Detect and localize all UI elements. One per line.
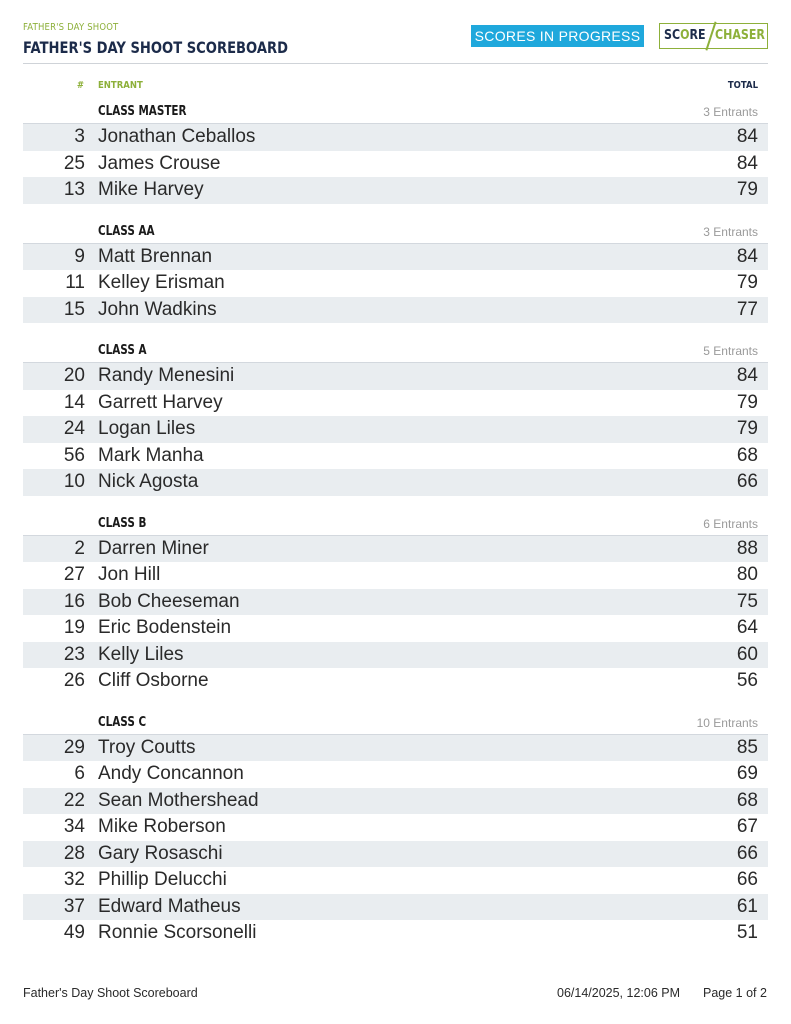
entrant-number: 11 <box>65 272 85 293</box>
entrant-total: 84 <box>736 152 758 174</box>
table-row <box>23 867 768 894</box>
entrant-name: Jon Hill <box>98 564 161 585</box>
entrant-number: 37 <box>63 895 85 917</box>
table-row <box>23 363 768 390</box>
entrant-name: Ronnie Scorsonelli <box>98 922 257 943</box>
class-section <box>23 96 768 216</box>
entrant-name: Kelley Erisman <box>98 272 225 293</box>
entrant-name: Matt Brennan <box>98 245 213 267</box>
class-entrant-count: 3 Entrants <box>703 224 758 239</box>
table-row <box>23 390 768 417</box>
entrant-number: 19 <box>63 617 85 638</box>
entrant-total: 68 <box>736 444 758 466</box>
class-entrant-count: 6 Entrants <box>703 516 758 531</box>
entrant-total: 84 <box>736 365 758 386</box>
table-row <box>23 841 768 868</box>
report-header <box>23 22 768 64</box>
class-entrant-count: 3 Entrants <box>703 105 758 119</box>
table-row <box>23 735 768 762</box>
entrant-name: Jonathan Ceballos <box>98 126 256 147</box>
entrant-total: 79 <box>736 391 758 413</box>
table-row <box>23 788 768 815</box>
class-header <box>23 707 768 735</box>
entrant-number: 14 <box>63 391 85 413</box>
entrant-name: Garrett Harvey <box>98 391 223 413</box>
entrant-name: Logan Liles <box>98 418 196 439</box>
entrant-name: Troy Coutts <box>98 736 196 758</box>
table-row <box>23 668 768 695</box>
event-subtitle: FATHER'S DAY SHOOT <box>23 22 119 33</box>
entrant-total: 66 <box>736 471 758 492</box>
entrant-number: 16 <box>63 590 85 612</box>
entrant-total: 75 <box>736 590 758 612</box>
entrant-total: 69 <box>736 763 758 784</box>
class-header <box>23 96 768 124</box>
entrant-total: 64 <box>736 617 758 638</box>
table-row <box>23 894 768 921</box>
entrant-name: Edward Matheus <box>98 895 241 917</box>
section-spacer <box>23 695 768 707</box>
footer-datetime: 06/14/2025, 12:06 PM <box>557 986 681 1000</box>
section-spacer <box>23 323 768 335</box>
table-row <box>23 615 768 642</box>
class-section <box>23 707 768 947</box>
class-name: CLASS B <box>98 515 147 531</box>
table-row <box>23 177 768 204</box>
entrant-number: 24 <box>63 418 85 439</box>
entrant-total: 79 <box>736 418 758 439</box>
entrant-name: Bob Cheeseman <box>98 590 240 612</box>
class-section <box>23 335 768 508</box>
scoreboard-table <box>23 96 768 947</box>
entrant-name: Darren Miner <box>98 537 209 559</box>
entrant-total: 84 <box>736 126 758 147</box>
class-name: CLASS MASTER <box>98 104 187 119</box>
entrant-total: 84 <box>736 245 758 267</box>
entrant-number: 32 <box>63 869 85 890</box>
table-row <box>23 536 768 563</box>
table-row <box>23 297 768 324</box>
class-entrant-count: 10 Entrants <box>696 715 758 730</box>
entrant-number: 15 <box>63 298 85 320</box>
table-row <box>23 270 768 297</box>
logo-text-score: SCORE <box>664 28 706 43</box>
entrant-total: 66 <box>736 842 758 864</box>
table-row <box>23 642 768 669</box>
entrant-total: 68 <box>736 789 758 811</box>
footer-page-number: Page 1 of 2 <box>703 986 767 1000</box>
entrant-name: James Crouse <box>98 152 221 174</box>
entrant-number: 6 <box>74 763 85 784</box>
entrant-number: 13 <box>63 179 85 200</box>
entrant-name: Mike Roberson <box>98 816 226 837</box>
class-name: CLASS A <box>98 343 147 358</box>
entrant-number: 9 <box>74 245 85 267</box>
status-badge: SCORES IN PROGRESS <box>471 25 644 47</box>
entrant-name: Mike Harvey <box>98 179 204 200</box>
entrant-total: 60 <box>736 643 758 665</box>
class-name: CLASS AA <box>98 223 155 239</box>
entrant-name: Mark Manha <box>98 444 204 466</box>
entrant-total: 56 <box>736 670 758 691</box>
entrant-number: 29 <box>63 736 85 758</box>
entrant-total: 79 <box>736 272 758 293</box>
class-section <box>23 508 768 707</box>
table-row <box>23 469 768 496</box>
class-entrant-count: 5 Entrants <box>703 344 758 358</box>
column-header-total: TOTAL <box>727 80 758 91</box>
table-row <box>23 761 768 788</box>
entrant-name: Sean Mothershead <box>98 789 259 811</box>
entrant-number: 23 <box>63 643 85 665</box>
table-row <box>23 814 768 841</box>
table-row <box>23 416 768 443</box>
entrant-total: 79 <box>736 179 758 200</box>
entrant-total: 77 <box>736 298 758 320</box>
table-row <box>23 244 768 271</box>
entrant-total: 61 <box>736 895 758 917</box>
entrant-name: Cliff Osborne <box>98 670 209 691</box>
table-row <box>23 443 768 470</box>
entrant-number: 3 <box>74 126 85 147</box>
entrant-number: 20 <box>63 365 85 386</box>
entrant-total: 51 <box>736 922 758 943</box>
table-row <box>23 589 768 616</box>
entrant-total: 67 <box>736 816 758 837</box>
table-row <box>23 920 768 947</box>
class-name: CLASS C <box>98 714 147 730</box>
class-header <box>23 216 768 244</box>
section-spacer <box>23 496 768 508</box>
entrant-name: Eric Bodenstein <box>98 617 232 638</box>
entrant-name: Phillip Delucchi <box>98 869 227 890</box>
table-row <box>23 124 768 151</box>
entrant-number: 25 <box>63 152 85 174</box>
column-header-entrant: ENTRANT <box>98 80 143 91</box>
entrant-number: 10 <box>63 471 85 492</box>
entrant-total: 66 <box>736 869 758 890</box>
section-spacer <box>23 204 768 216</box>
table-row <box>23 562 768 589</box>
entrant-number: 26 <box>63 670 85 691</box>
footer-title: Father's Day Shoot Scoreboard <box>23 986 198 1000</box>
entrant-name: John Wadkins <box>98 298 217 320</box>
table-row <box>23 151 768 178</box>
entrant-total: 88 <box>736 537 758 559</box>
entrant-number: 27 <box>63 564 85 585</box>
entrant-name: Kelly Liles <box>98 643 184 665</box>
class-header <box>23 335 768 363</box>
class-header <box>23 508 768 536</box>
entrant-number: 56 <box>63 444 85 466</box>
entrant-total: 85 <box>736 736 758 758</box>
entrant-number: 28 <box>63 842 85 864</box>
entrant-name: Randy Menesini <box>98 365 235 386</box>
entrant-total: 80 <box>736 564 758 585</box>
entrant-number: 49 <box>63 922 85 943</box>
entrant-number: 22 <box>63 789 85 811</box>
column-header-number: # <box>76 80 84 91</box>
entrant-name: Gary Rosaschi <box>98 842 223 864</box>
entrant-name: Andy Concannon <box>98 763 244 784</box>
logo-text-chaser: CHASER <box>715 28 765 43</box>
class-section <box>23 216 768 336</box>
entrant-number: 34 <box>63 816 85 837</box>
entrant-number: 2 <box>74 537 85 559</box>
scorechaser-logo <box>659 23 768 49</box>
page-title: FATHER'S DAY SHOOT SCOREBOARD <box>23 38 288 57</box>
entrant-name: Nick Agosta <box>98 471 199 492</box>
